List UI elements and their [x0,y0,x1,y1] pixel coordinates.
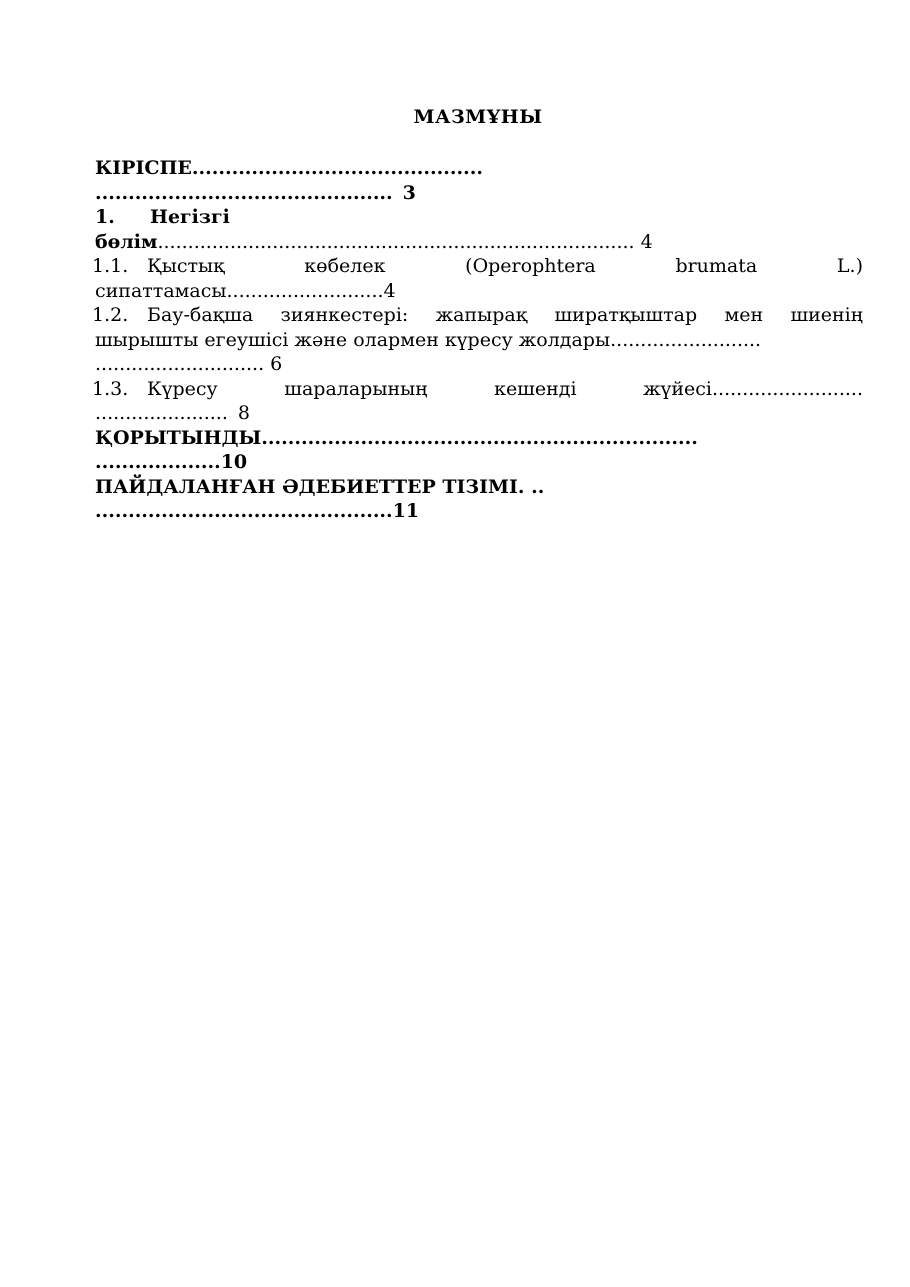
toc-section1-line1 [95,205,863,230]
toc-sub13-line1 [92,377,863,402]
toc-intro-page: 3 [402,181,416,204]
toc-sub13-word: жүйесі......................... [643,377,863,400]
toc-sub11-word: Қыстық [147,255,225,277]
toc-sub11-number-word [92,254,225,279]
toc-sub12-word: жапырақ [435,304,528,326]
toc-intro-line1 [95,156,863,181]
toc-section1-line2 [95,230,863,255]
toc-sub11-word: L.) [836,255,863,277]
toc-section1-dots: ............................................................................... [157,230,635,253]
toc-sub11-dots: .......................... [226,279,384,302]
toc-sub12-page: 6 [270,353,283,375]
toc-sub13-line2 [95,401,863,426]
toc-intro-line2 [95,181,863,206]
toc-section1-word1: Негізгі [150,206,230,228]
toc-sub11-word: (Operophtera [465,255,596,277]
toc-sub12-dots-cont: ............................ [95,353,265,375]
toc-sub13-number: 1.3. [92,377,129,400]
toc-section1-page: 4 [640,230,653,253]
toc-intro-title: КІРІСПЕ............................................ [95,157,483,179]
toc-sub12-line1 [92,303,863,328]
toc-sub12-number: 1.2. [92,304,129,326]
toc-intro-dots: ............................................. [95,181,393,204]
toc-sub12-word: мен [724,304,764,326]
toc-sub12-word: зиянкестері: [280,304,409,326]
toc-sub11-text: сипаттамасы [95,279,227,302]
toc-references-line2 [95,499,863,524]
toc-references-line1 [95,475,863,500]
toc-sub13-page: 8 [237,402,250,424]
toc-conclusion-line2 [95,450,863,475]
toc-conclusion-dots: ................... [95,451,221,473]
toc-sub11-line1 [92,254,863,279]
toc-references-dots: ............................................. [95,500,393,522]
toc-sub12-word: Бау-бақша [147,304,254,326]
toc-references-page: 11 [392,500,420,522]
toc-sub13-number-word [92,377,218,402]
toc-sub11-page: 4 [383,279,396,302]
toc-sub13-dots: ...................... [95,402,228,424]
toc-sub13-word: шараларының [284,377,428,400]
toc-sub11-line2 [95,279,863,304]
toc-conclusion-page: 10 [220,451,248,473]
toc-sub12-number-word [92,303,253,328]
toc-sub12-dots: ......................... [610,328,762,351]
toc-sub13-word: Күресу [147,377,218,400]
toc-section1-word2: бөлім [95,230,158,253]
toc-sub13-word: кешенді [494,377,577,400]
toc-sub12-line2 [95,328,863,353]
toc-section1-number: 1. [95,206,115,228]
toc-sub12-word: ширатқыштар [554,304,698,326]
toc-sub11-word: brumata [675,255,758,277]
toc-conclusion-title: ҚОРЫТЫНДЫ.................................................................. [95,426,698,449]
table-of-contents [92,156,863,524]
toc-sub11-number: 1.1. [92,255,129,277]
toc-conclusion-line1 [95,426,863,451]
toc-sub11-word: көбелек [304,255,386,277]
page-title: МАЗМҰНЫ [413,106,543,128]
toc-references-title: ПАЙДАЛАНҒАН ӘДЕБИЕТТЕР ТІЗІМІ. .. [95,475,545,498]
toc-sub12-word: шиенің [790,304,863,326]
toc-sub12-text: шырышты егеушісі және олармен күресу жолдары [95,328,611,351]
toc-sub12-line3 [95,352,863,377]
